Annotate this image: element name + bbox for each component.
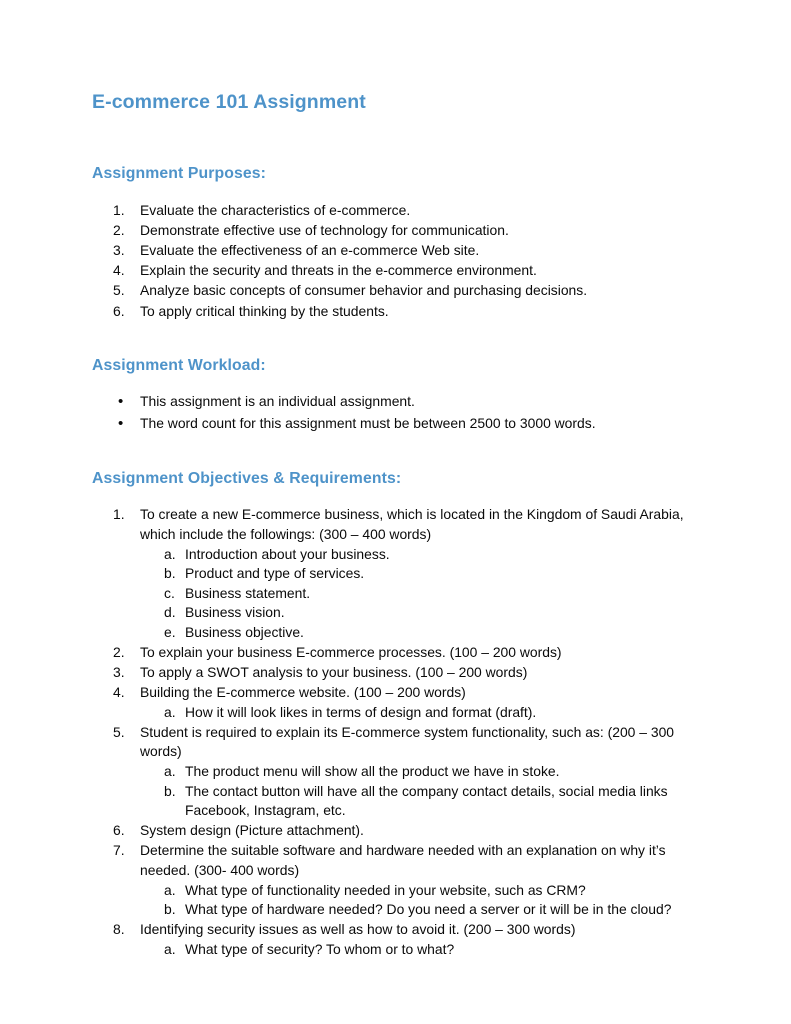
list-item-text: Explain the security and threats in the e-commerce environment. bbox=[140, 262, 537, 279]
list-marker: 5. bbox=[113, 282, 125, 299]
list-item-text: Building the E-commerce website. (100 – 200 words) bbox=[140, 684, 466, 701]
list-item-text: Identifying security issues as well as how to avoid it. (200 – 300 words) bbox=[140, 921, 576, 938]
list-item-text: Student is required to explain its E-commerce system functionality, such as: (200 – 300 words) bbox=[140, 723, 675, 760]
list-marker: 1. bbox=[113, 506, 125, 523]
list-item bbox=[92, 302, 692, 322]
list-marker: 6. bbox=[113, 822, 125, 839]
spacer bbox=[92, 488, 692, 505]
purposes-list bbox=[92, 201, 692, 321]
list-marker: 2. bbox=[113, 222, 125, 239]
section-heading: Assignment Objectives & Requirements: bbox=[92, 469, 402, 487]
sublist-item bbox=[140, 603, 692, 623]
list-item-text: To create a new E-commerce business, which is located in the Kingdom of Saudi Arabia, which include the followings: (300 – 400 words) bbox=[140, 506, 684, 542]
sublist-marker: d. bbox=[164, 604, 176, 621]
list-item bbox=[92, 643, 692, 663]
sublist-item-text: Product and type of services. bbox=[185, 565, 365, 582]
sublist-marker: a. bbox=[164, 940, 176, 957]
sublist-marker: a. bbox=[164, 703, 176, 720]
sublist-item-text: How it will look likes in terms of design and format (draft). bbox=[185, 703, 537, 720]
list-item bbox=[92, 821, 692, 841]
sublist-item bbox=[140, 940, 692, 960]
sublist bbox=[140, 940, 692, 960]
list-item-text: Evaluate the effectiveness of an e-commerce Web site. bbox=[140, 242, 480, 259]
sublist-item bbox=[140, 900, 692, 920]
list-item bbox=[92, 841, 692, 919]
list-marker: 5. bbox=[113, 723, 125, 740]
list-item-text: The word count for this assignment must be between 2500 to 3000 words. bbox=[140, 414, 596, 431]
sublist-item-text: What type of hardware needed? Do you need a server or it will be in the cloud? bbox=[185, 901, 672, 918]
sublist-item bbox=[140, 584, 692, 604]
spacer bbox=[92, 322, 692, 356]
list-item bbox=[92, 281, 692, 301]
sublist-item-text: The contact button will have all the company contact details, social media links Facebook, Instagram, etc. bbox=[185, 782, 668, 819]
list-item bbox=[92, 261, 692, 281]
sublist-item-text: What type of functionality needed in your website, such as CRM? bbox=[185, 881, 586, 898]
sublist bbox=[140, 881, 692, 920]
list-marker: 8. bbox=[113, 921, 125, 938]
section-assignment-objectives bbox=[92, 469, 692, 960]
list-item bbox=[92, 505, 692, 642]
spacer bbox=[92, 114, 692, 164]
list-item-text: Analyze basic concepts of consumer behavior and purchasing decisions. bbox=[140, 282, 588, 299]
list-item bbox=[92, 683, 692, 722]
list-item bbox=[92, 920, 692, 959]
list-item-text: To explain your business E-commerce processes. (100 – 200 words) bbox=[140, 643, 562, 660]
sublist-marker: a. bbox=[164, 881, 176, 898]
sublist-item-text: Introduction about your business. bbox=[185, 545, 390, 562]
list-marker: 2. bbox=[113, 643, 125, 660]
list-item-text: To apply a SWOT analysis to your business. (100 – 200 words) bbox=[140, 664, 528, 681]
list-marker: 1. bbox=[113, 202, 125, 219]
list-item-text: To apply critical thinking by the students. bbox=[140, 302, 389, 319]
sublist-marker: c. bbox=[164, 584, 175, 601]
section-heading: Assignment Workload: bbox=[92, 356, 266, 374]
sublist bbox=[140, 545, 692, 643]
section-assignment-purposes bbox=[92, 164, 692, 321]
list-marker: 3. bbox=[113, 664, 125, 681]
page-title: E-commerce 101 Assignment bbox=[92, 91, 366, 113]
list-item bbox=[92, 723, 692, 821]
spacer bbox=[92, 435, 692, 469]
spacer bbox=[92, 184, 692, 201]
list-marker: 4. bbox=[113, 684, 125, 701]
sublist-item-text: Business objective. bbox=[185, 623, 304, 640]
sublist-item-text: Business statement. bbox=[185, 584, 311, 601]
section-heading: Assignment Purposes: bbox=[92, 165, 267, 183]
sublist-item-text: What type of security? To whom or to what? bbox=[185, 940, 455, 957]
list-item-text: Evaluate the characteristics of e-commerce. bbox=[140, 202, 411, 219]
workload-list bbox=[92, 392, 692, 433]
sublist-marker: e. bbox=[164, 623, 176, 640]
bullet-icon: • bbox=[118, 414, 124, 432]
sublist-marker: b. bbox=[164, 782, 176, 799]
sublist-item bbox=[140, 881, 692, 901]
list-item bbox=[92, 221, 692, 241]
objectives-list bbox=[92, 505, 692, 959]
sublist-item-text: Business vision. bbox=[185, 604, 285, 621]
list-marker: 3. bbox=[113, 242, 125, 259]
sublist-marker: a. bbox=[164, 545, 176, 562]
sublist-marker: b. bbox=[164, 565, 176, 582]
sublist bbox=[140, 762, 692, 821]
list-marker: 6. bbox=[113, 302, 125, 319]
list-item bbox=[92, 414, 692, 434]
sublist bbox=[140, 703, 692, 723]
sublist-item bbox=[140, 545, 692, 565]
document-body bbox=[92, 90, 692, 960]
sublist-item bbox=[140, 564, 692, 584]
list-item-text: Determine the suitable software and hardware needed with an explanation on why it’s needed. (300- 400 words) bbox=[140, 842, 666, 879]
spacer bbox=[92, 375, 692, 392]
section-assignment-workload bbox=[92, 356, 692, 433]
list-item-text: This assignment is an individual assignment. bbox=[140, 393, 415, 410]
list-item-text: Demonstrate effective use of technology for communication. bbox=[140, 222, 509, 239]
bullet-icon: • bbox=[118, 393, 124, 411]
list-marker: 7. bbox=[113, 842, 125, 859]
sublist-item-text: The product menu will show all the product we have in stoke. bbox=[185, 763, 560, 780]
sublist-item bbox=[140, 782, 692, 821]
list-item bbox=[92, 392, 692, 412]
sublist-item bbox=[140, 762, 692, 782]
list-item-text: System design (Picture attachment). bbox=[140, 822, 364, 839]
list-item bbox=[92, 241, 692, 261]
sublist-item bbox=[140, 623, 692, 643]
list-item bbox=[92, 663, 692, 683]
sublist-marker: b. bbox=[164, 901, 176, 918]
sublist-item bbox=[140, 703, 692, 723]
list-marker: 4. bbox=[113, 262, 125, 279]
list-item bbox=[92, 201, 692, 221]
sublist-marker: a. bbox=[164, 763, 176, 780]
